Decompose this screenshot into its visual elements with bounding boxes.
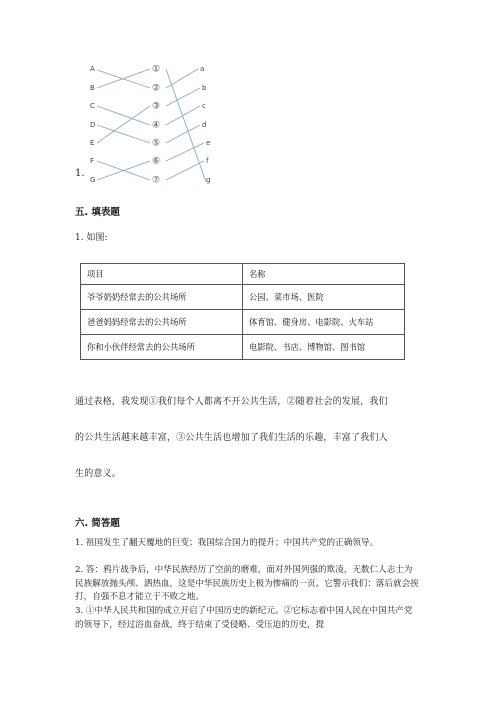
middle-label: ②	[152, 83, 161, 94]
match-line	[166, 106, 200, 125]
match-line	[166, 143, 204, 161]
match-line	[166, 161, 204, 180]
answer-line: 通过表格，我发现①我们每个人都离不开公共生活，②随着社会的发展，我们	[75, 397, 388, 407]
match-line	[97, 106, 150, 125]
left-label: B	[90, 84, 95, 92]
table-row	[81, 285, 405, 310]
match-line	[166, 88, 200, 106]
table-header-row	[81, 264, 405, 285]
middle-label: ⑤	[152, 138, 161, 149]
right-label: g	[206, 176, 211, 184]
table-cell: 你和小伙伴经常去的公共场所	[81, 335, 243, 360]
right-label: d	[202, 121, 207, 129]
table-header-cell: 项目	[81, 264, 243, 285]
left-label: E	[90, 139, 95, 147]
section-title-short-answer: 六. 简答题	[75, 518, 120, 529]
left-column-labels	[90, 65, 95, 184]
left-label: D	[90, 121, 96, 129]
match-line	[97, 125, 150, 143]
middle-label: ⑥	[152, 156, 161, 167]
short-answer: 1. 祖国发生了翻天覆地的巨变；我国综合国力的提升；中国共产党的正确领导。	[75, 538, 379, 548]
right-column-labels	[200, 65, 210, 184]
middle-column-labels	[152, 65, 160, 186]
right-label: e	[206, 139, 211, 147]
right-label: c	[202, 102, 206, 110]
table-cell: 体育馆、健身房、电影院、火车站	[243, 310, 405, 335]
left-label: C	[90, 102, 95, 110]
table-cell: 公园、菜市场、医院	[243, 285, 405, 310]
table-cell: 爸爸妈妈经常去的公共场所	[81, 310, 243, 335]
middle-label: ③	[152, 101, 161, 112]
middle-label: ⑦	[152, 175, 161, 186]
answer-line: 的公共生活越来越丰富，③公共生活也增加了我们生活的乐趣，丰富了我们人	[75, 433, 388, 443]
right-label: f	[206, 157, 209, 165]
left-label: A	[90, 65, 95, 73]
table-cell: 电影院、书店、博物馆、图书馆	[243, 335, 405, 360]
section-title-fill-table: 五. 填表题	[75, 207, 120, 218]
match-line	[166, 69, 198, 88]
table-cell: 爷爷奶奶经常去的公共场所	[81, 285, 243, 310]
middle-label: ①	[152, 64, 161, 75]
question-number: 1.	[75, 168, 85, 179]
middle-label: ④	[152, 120, 161, 131]
table-header-cell: 名称	[243, 264, 405, 285]
short-answer: 2. 答：鸦片战争后，中华民族经历了空前的磨难，面对外国列强的欺凌，无数仁人志士为民族解放抛头颅、洒热血，这是中华民族历史上极为惨痛的一页。它警示我们：落后就会挨打，自强不息才能立于不败之地。	[75, 565, 419, 602]
public-places-table	[80, 263, 405, 360]
table-row	[81, 335, 405, 360]
answer-line: 生的意义。	[75, 469, 122, 479]
table-row	[81, 310, 405, 335]
right-label: b	[202, 84, 207, 92]
match-line	[166, 125, 200, 143]
short-answer: 3. ①中华人民共和国的成立开启了中国历史的新纪元。②它标志着中国人民在中国共产党的领导下，经过浴血奋战，终于结束了受侵略、受压迫的历史，提	[75, 606, 413, 630]
left-label: G	[90, 176, 96, 184]
question-text: 1. 如图:	[75, 233, 108, 243]
right-label: a	[200, 65, 205, 73]
left-label: F	[90, 157, 95, 165]
match-line	[97, 106, 150, 143]
